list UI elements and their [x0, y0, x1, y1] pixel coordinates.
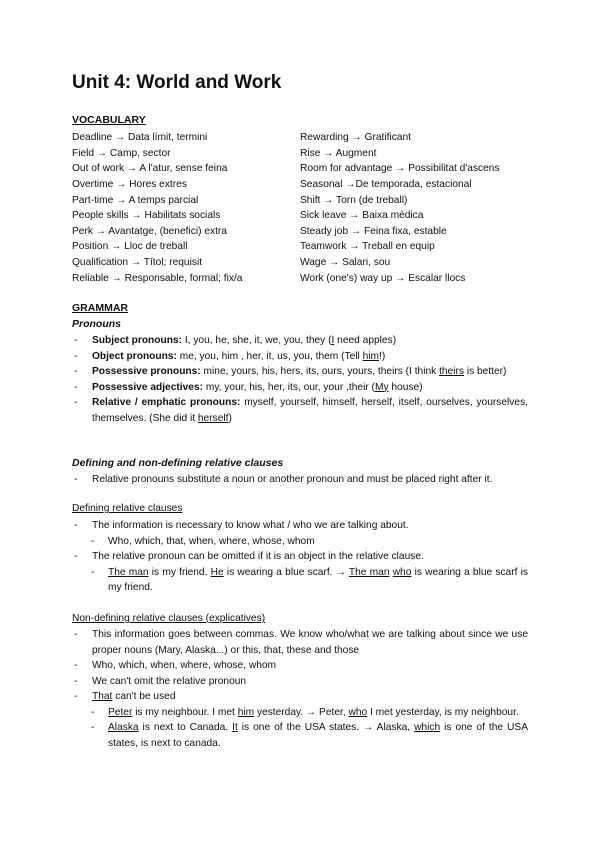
- vocab-term: Seasonal →De temporada, estacional: [300, 179, 472, 191]
- vocab-term: Deadline → Data límit, termini: [72, 132, 208, 144]
- vocab-term: Position → Lloc de treball: [72, 241, 188, 253]
- list-item: - The information is necessary to know what / who we are talking about.: [74, 520, 409, 531]
- list-item: - Subject pronouns: I, you, he, she, it, we, you, they (I need apples): [74, 335, 397, 346]
- vocab-term: Sick leave → Baixa mèdica: [300, 210, 424, 222]
- list-item: - Peter is my neighbour. I met him yesterday. → Peter, who I met yesterday, is my neighbour.: [91, 706, 519, 718]
- vocab-term: Overtime → Hores extres: [72, 179, 187, 191]
- vocabulary-table: [72, 130, 542, 286]
- list-item: - Alaska is next to Canada. It is one of the USA states. → Alaska, which is one of the USA states, is next to canada.: [91, 722, 528, 749]
- vocab-row: [72, 146, 542, 162]
- vocab-term: Steady job → Feina fixa, estable: [300, 225, 447, 237]
- list-item: - Possessive pronouns: mine, yours, his, hers, its, ours, yours, theirs (I think theirs is better): [74, 366, 507, 377]
- vocabulary-heading: VOCABULARY: [72, 114, 146, 126]
- vocab-term: Rewarding → Gratificant: [300, 132, 411, 144]
- non-defining-heading: Non-defining relative clauses (explicatives): [72, 613, 266, 624]
- list-item: - We can't omit the relative pronoun: [74, 675, 247, 687]
- vocab-row: [72, 239, 542, 255]
- list-item: - Possessive adjectives: my, your, his, her, its, our, your ,their (My house): [74, 381, 423, 393]
- vocab-row: [72, 208, 542, 224]
- vocab-term: Room for advantage → Possibilitat d'ascens: [300, 163, 500, 175]
- list-item: - The man is my friend. He is wearing a blue scarf. → The man who is wearing a blue scarf is my friend.: [91, 566, 528, 593]
- vocab-term: Out of work → A l'atur, sense feina: [72, 163, 228, 175]
- page-title: Unit 4: World and Work: [72, 72, 282, 93]
- vocab-term: Field → Camp, sector: [72, 147, 171, 159]
- defining-list: [72, 518, 528, 596]
- list-item: - That can't be used: [74, 691, 176, 702]
- vocab-term: Perk → Avantatge, (benefici) extra: [72, 225, 227, 237]
- relative-intro-list: [72, 472, 528, 488]
- vocab-row: [72, 270, 542, 286]
- vocab-row: [72, 130, 542, 146]
- vocab-term: Reliable → Responsable, formal; fix/a: [72, 272, 243, 284]
- list-item: - Relative pronouns substitute a noun or another pronoun and must be placed right after it.: [74, 474, 493, 485]
- vocab-term: Teamwork → Treball en equip: [300, 241, 435, 253]
- list-item: - Who, which, when, where, whose, whom: [74, 660, 277, 671]
- list-item: - Who, which, that, when, where, whose, whom: [91, 535, 315, 547]
- vocab-row: [72, 192, 542, 208]
- list-item: - Object pronouns: me, you, him , her, it, us, you, them (Tell him!): [74, 350, 386, 362]
- list-item: - The relative pronoun can be omitted if it is an object in the relative clause.: [74, 551, 424, 562]
- vocab-row: [72, 161, 542, 177]
- vocab-term: Rise → Augment: [300, 147, 377, 159]
- vocab-row: [72, 224, 542, 240]
- vocab-term: People skills → Habilitats socials: [72, 210, 221, 222]
- non-defining-list: [72, 627, 528, 751]
- vocab-term: Qualification → Títol; requisit: [72, 257, 203, 269]
- list-item: - Relative / emphatic pronouns: myself, yourself, himself, herself, itself, ourselves, yourselves, themselves. (She did it herself): [74, 397, 528, 424]
- pronouns-heading: Pronouns: [72, 318, 121, 330]
- grammar-heading: GRAMMAR: [72, 302, 128, 314]
- list-item: - This information goes between commas. We know who/what we are talking about since we use proper nouns (Mary, Alaska...) or this, that, these and those: [74, 629, 528, 656]
- vocab-term: Shift → Torn (de treball): [300, 194, 408, 206]
- relative-clauses-heading: Defining and non-defining relative clauses: [72, 457, 284, 469]
- defining-heading: Defining relative clauses: [72, 503, 183, 514]
- vocab-row: [72, 255, 542, 271]
- vocab-term: Part-time → A temps parcial: [72, 194, 199, 206]
- vocab-term: Wage → Salari, sou: [300, 257, 391, 269]
- vocab-row: [72, 177, 542, 193]
- pronouns-list: [72, 333, 528, 426]
- vocab-term: Work (one's) way up → Escalar llocs: [300, 272, 466, 284]
